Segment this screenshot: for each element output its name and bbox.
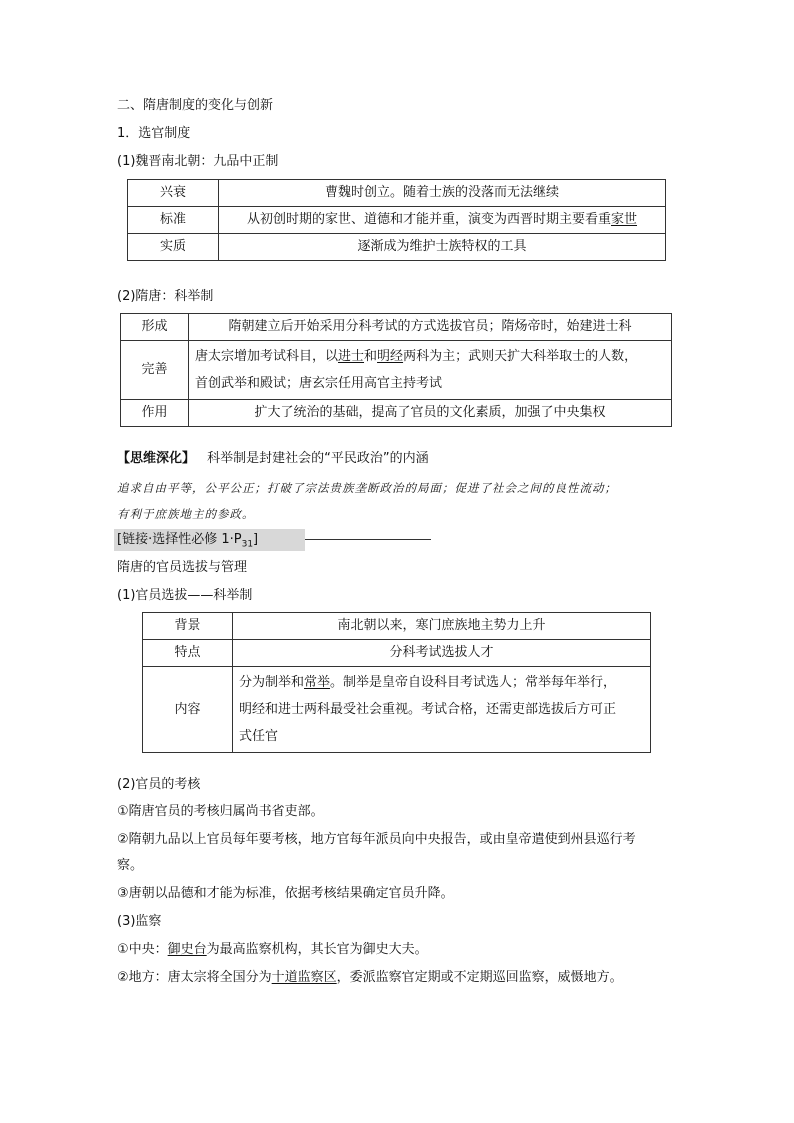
underlined-term: 御史台 — [167, 942, 207, 957]
row-value: 分为制举和常举。制举是皇帝自设科目考试选人；常举每年举行， 明经和进士两科最受社会重视。考试合格，还需吏部选拔后方可正 式任官 — [233, 667, 651, 753]
underlined-term: 进士 — [338, 349, 365, 364]
thinking-line — [117, 450, 429, 468]
row-key: 背景 — [143, 613, 233, 640]
subsection-title: 1．选官制度 — [117, 126, 191, 141]
table-row — [128, 207, 666, 234]
table-row — [121, 400, 672, 427]
table-selection — [142, 612, 651, 753]
table-jiupin — [127, 179, 666, 261]
table-row — [143, 640, 651, 667]
row-value: 分科考试选拔人才 — [233, 640, 651, 667]
thinking-text: 科举制是封建社会的“平民政治”的内涵 — [207, 451, 429, 466]
table-row — [128, 180, 666, 207]
heading-selection: (1)官员选拔——科举制 — [117, 588, 253, 603]
row-value: 南北朝以来，寒门庶族地主势力上升 — [233, 613, 651, 640]
row-value: 扩大了统治的基础，提高了官员的文化素质，加强了中央集权 — [189, 400, 672, 427]
underlined-term: 家世 — [611, 212, 638, 227]
row-value: 从初创时期的家世、道德和才能并重，演变为西晋时期主要看重家世 — [219, 207, 666, 234]
assessment-item: ③唐朝以品德和才能为标准，依据考核结果确定官员升降。 — [117, 886, 454, 901]
row-key: 作用 — [121, 400, 189, 427]
table-row — [121, 341, 672, 400]
assessment-item: ①隋唐官员的考核归属尚书省吏部。 — [117, 804, 324, 819]
underlined-term: 十道监察区 — [271, 970, 337, 985]
thinking-label: 【思维深化】 — [117, 451, 196, 466]
section-title: 二、隋唐制度的变化与创新 — [117, 98, 274, 113]
subtitle-guanyuan: 隋唐的官员选拔与管理 — [117, 560, 248, 575]
heading-supervision: (3)监察 — [117, 914, 162, 929]
link-rule — [305, 539, 431, 540]
handwritten-answer-2: 有利于庶族地主的参政。 — [117, 507, 255, 521]
row-key: 内容 — [143, 667, 233, 753]
link-label: [链接·选择性必修 $1\cdot P_{31}$] — [117, 532, 259, 550]
row-value: 隋朝建立后开始采用分科考试的方式选拔官员；隋炀帝时，始建进士科 — [189, 314, 672, 341]
row-key: 标准 — [128, 207, 219, 234]
supervision-central: ①中央：御史台为最高监察机构，其长官为御史大夫。 — [117, 942, 428, 957]
underlined-term: 明经 — [377, 349, 404, 364]
supervision-local: ②地方：唐太宗将全国分为十道监察区，委派监察官定期或不定期巡回监察，威慑地方。 — [117, 970, 623, 985]
heading-assessment: (2)官员的考核 — [117, 777, 201, 792]
row-value: 唐太宗增加考试科目，以进士和明经两科为主；武则天扩大科举取士的人数， 首创武举和殿试；唐玄宗任用高官主持考试 — [189, 341, 672, 400]
table-row — [143, 613, 651, 640]
assessment-item: 察。 — [117, 858, 144, 873]
table-keju — [120, 313, 672, 427]
row-key: 形成 — [121, 314, 189, 341]
heading-keju: (2)隋唐：科举制 — [117, 289, 214, 304]
row-value: 曹魏时创立。随着士族的没落而无法继续 — [219, 180, 666, 207]
row-key: 实质 — [128, 234, 219, 261]
underlined-term: 常举 — [304, 675, 331, 690]
row-value: 逐渐成为维护士族特权的工具 — [219, 234, 666, 261]
row-key: 特点 — [143, 640, 233, 667]
table-row — [143, 667, 651, 753]
row-key: 兴衰 — [128, 180, 219, 207]
table-row — [121, 314, 672, 341]
row-key: 完善 — [121, 341, 189, 400]
heading-jiupin: (1)魏晋南北朝：九品中正制 — [117, 154, 279, 169]
table-row — [128, 234, 666, 261]
assessment-item: ②隋朝九品以上官员每年要考核，地方官每年派员向中央报告，或由皇帝遣使到州县巡行考 — [117, 832, 636, 847]
handwritten-answer-1: 追求自由平等，公平公正；打破了宗法贵族垄断政治的局面；促进了社会之间的良性流动； — [117, 481, 617, 495]
